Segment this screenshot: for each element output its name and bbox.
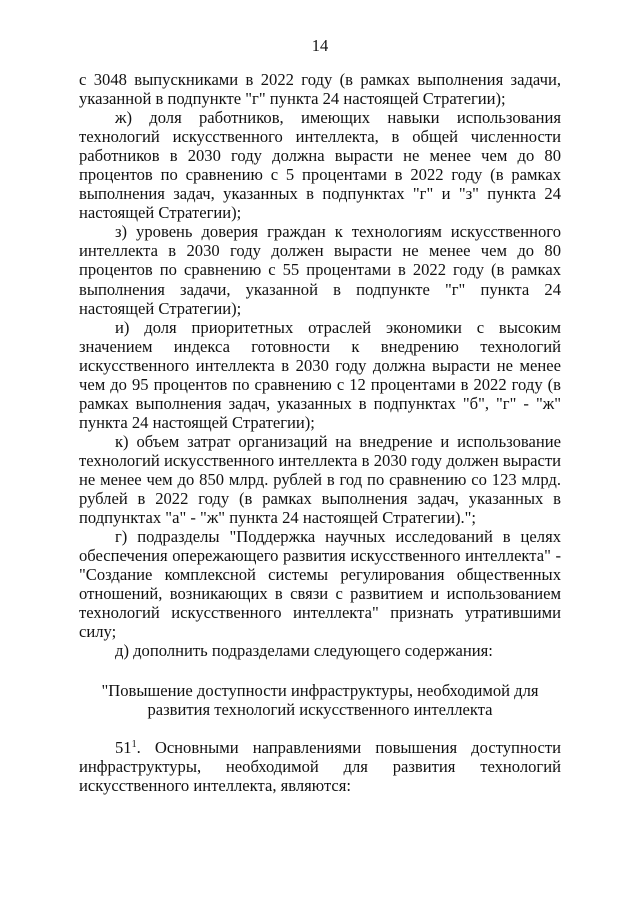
clause-text: . Основными направлениями повышения доступности инфраструктуры, необходимой для развития технологий искусственного интеллекта, являются:: [79, 738, 561, 795]
clause-superscript: 1: [131, 739, 137, 750]
section-heading: [79, 681, 561, 719]
clause-number: 51: [115, 738, 132, 757]
paragraph-item-zh: ж) доля работников, имеющих навыки использования технологий искусственного интеллекта, в общей численности работников в 2030 году должна вырасти не менее чем до 80 процентов по сравнению с 5 процентами в 2022 году (в рамках выполнения задач, указанных в подпунктах "г" и "з" пункта 24 настоящей Стратегии);: [79, 108, 561, 223]
page-number: 14: [311, 36, 329, 55]
document-body: [79, 70, 561, 660]
paragraph-continuation: с 3048 выпускниками в 2022 году (в рамках выполнения задачи, указанной в подпункте "г" пункта 24 настоящей Стратегии);: [79, 70, 561, 109]
paragraph-item-i: и) доля приоритетных отраслей экономики с высоким значением индекса готовности к внедрению технологий искусственного интеллекта в 2030 году должна вырасти не менее чем до 95 процентов по сравнению с 12 процентами в 2022 году (в рамках выполнения задач, указанных в подпунктах "б", "г" - "ж" пункта 24 настоящей Стратегии);: [79, 317, 561, 432]
section-heading-line-1: "Повышение доступности инфраструктуры, необходимой для: [101, 681, 539, 700]
section-heading-line-2: развития технологий искусственного интеллекта: [147, 700, 493, 719]
paragraph-item-g: г) подразделы "Поддержка научных исследований в целях обеспечения опережающего развития искусственного интеллекта" - "Создание комплексной системы регулирования общественных отношений, возникающих в связи с развитием и использованием технологий искусственного интеллекта" признать утратившими силу;: [79, 527, 561, 642]
paragraph-item-z: з) уровень доверия граждан к технологиям искусственного интеллекта в 2030 году должен вырасти не менее чем до 80 процентов по сравнению с 55 процентами в 2022 году (в рамках выполнения задачи, указанной в подпункте "г" пункта 24 настоящей Стратегии);: [79, 222, 561, 318]
clause-51-1: [79, 738, 561, 795]
paragraph-item-k: к) объем затрат организаций на внедрение и использование технологий искусственного интеллекта в 2030 году должен вырасти не менее чем до 850 млрд. рублей в год по сравнению со 123 млрд. рублей в 2022 году (в рамках выполнения задач, указанных в подпунктах "а" - "ж" пункта 24 настоящей Стратегии).";: [79, 431, 561, 528]
paragraph-item-d: д) дополнить подразделами следующего содержания:: [115, 641, 493, 661]
